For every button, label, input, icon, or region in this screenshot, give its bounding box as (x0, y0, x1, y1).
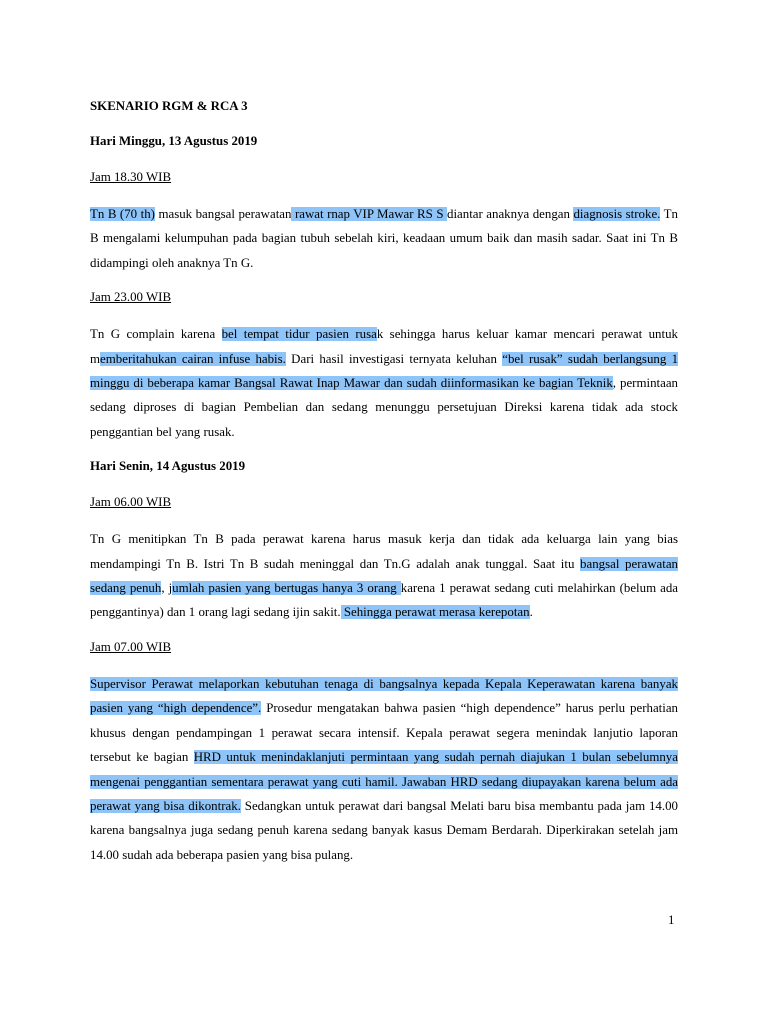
highlight-text: bel tempat tidur pasien rusa (221, 327, 377, 342)
paragraph-text: Tn G menitipkan Tn B pada perawat karena harus masuk kerja dan tidak ada keluarga lain yang bias mendampingi Tn B. Istri Tn B sudah meninggal dan Tn.G adalah anak tunggal. Saat itu (90, 532, 678, 571)
paragraph-text: Tn B mengalami kelumpuhan pada bagian tubuh sebelah kiri, keadaan umum baik dan masih sadar. Saat ini Tn B didampingi oleh anaknya Tn G. (90, 207, 678, 270)
highlight-text: bangsal perawatan sedang penuh (90, 556, 678, 596)
paragraph-patient-admission (90, 202, 678, 275)
document-body (90, 96, 678, 879)
document-title: SKENARIO RGM & RCA 3 (90, 99, 248, 113)
time-heading-2300: Jam 23.00 WIB (90, 290, 172, 305)
highlight-text: rawat rnap VIP Mawar RS S (291, 207, 447, 221)
highlight-text: emberitahukan cairan infuse habis. (100, 351, 286, 366)
highlight-text: Sehingga perawat merasa kerepotan (340, 605, 530, 620)
time-heading-1830: Jam 18.30 WIB (90, 170, 172, 184)
highlight-text: “bel rusak” sudah berlangsung 1 minggu di beberapa kamar Bangsal Rawat Inap Mawar dan sudah diinformasikan ke bagian Teknik (90, 351, 679, 391)
paragraph-text: . (529, 605, 533, 620)
paragraph-text: Sedangkan untuk perawat dari bangsal Melati baru bisa membantu pada jam 14.00 karena bangsalnya juga sedang penuh karena sedang banyak kasus Demam Berdarah. Diperkirakan setelah jam 14.00 sudah ada beberapa pasien yang bisa pulang. (90, 798, 678, 862)
highlight-text: HRD untuk menindaklanjuti permintaan yang sudah pernah diajukan 1 bulan sebelumnya mengenai penggantian sementara perawat yang cuti hamil. Jawaban HRD sedang diupayakan karena belum ada perawat yang bisa dikontrak. (90, 750, 678, 813)
paragraph-staffing-report (90, 672, 678, 867)
day-heading-monday: Hari Senin, 14 Agustus 2019 (90, 459, 246, 474)
highlight-text: Tn B (70 th) (90, 207, 155, 221)
highlight-text: Supervisor Perawat melaporkan kebutuhan tenaga di bangsalnya kepada Kepala Keperawatan karena banyak pasien yang “high dependence”. (90, 676, 678, 716)
paragraph-text: karena 1 perawat sedang cuti melahirkan (belum ada penggantinya) dan 1 orang lagi sedang ijin sakit. (90, 581, 679, 620)
page-number: 1 (668, 913, 675, 927)
time-heading-0700: Jam 07.00 WIB (90, 639, 172, 654)
time-heading-0600: Jam 06.00 WIB (90, 495, 172, 510)
paragraph-text: Prosedur mengatakan bahwa pasien “high dependence” harus perlu perhatian khusus dengan pendampingan 1 perawat secara intensif. Kepala perawat segera menindak lanjutio laporan tersebut ke bagian (90, 701, 678, 765)
paragraph-text: diantar anaknya dengan (447, 207, 574, 221)
day-heading-sunday: Hari Minggu, 13 Agustus 2019 (90, 134, 258, 148)
paragraph-text: , j (161, 581, 173, 596)
paragraph-text: masuk bangsal perawatan (154, 207, 292, 221)
highlight-text: umlah pasien yang bertugas hanya 3 orang (172, 581, 401, 596)
highlight-text: diagnosis stroke. (573, 207, 661, 221)
paragraph-ward-full (90, 527, 678, 625)
paragraph-text: , permintaan sedang diproses di bagian Pembelian dan sedang menunggu persetujuan Direksi karena tidak ada stock penggantian bel yang rusak. (90, 376, 678, 439)
paragraph-text: k sehingga harus keluar kamar mencari perawat untuk m (90, 327, 678, 366)
paragraph-text: Dari hasil investigasi ternyata keluhan (285, 351, 503, 366)
paragraph-text: Tn G complain karena (90, 327, 222, 342)
paragraph-complaint (90, 322, 678, 444)
